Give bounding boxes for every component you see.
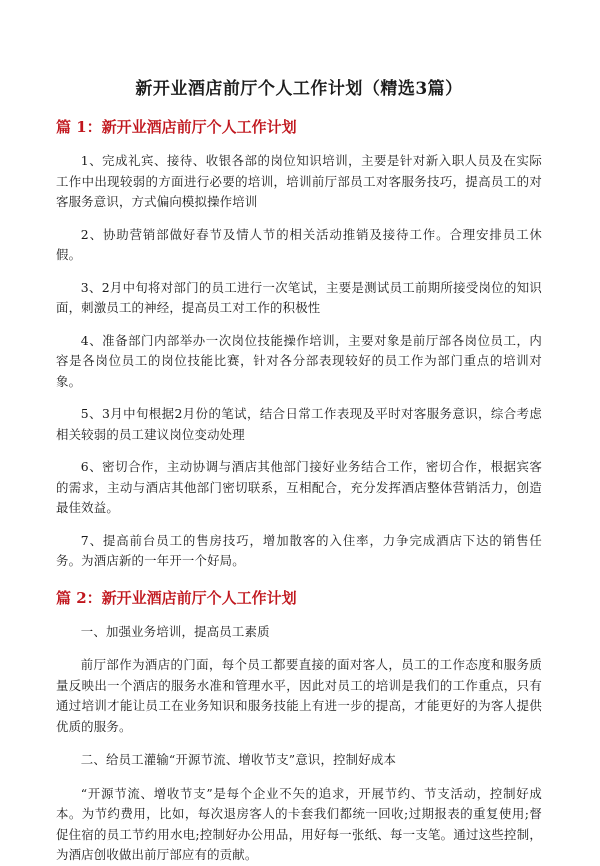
section-1-paragraph-3: 3、2月中旬将对部门的员工进行一次笔试，主要是测试员工前期所接受岗位的知识面，刺激员工的神经，提高员工对工作的积极性 — [56, 279, 542, 315]
section-1-heading: 篇 1：新开业酒店前厅个人工作计划 — [56, 118, 297, 136]
section-2-heading: 篇 2：新开业酒店前厅个人工作计划 — [56, 588, 297, 607]
section-2-subheading-2: 二、给员工灌输“开源节流、增收节支”意识，控制好成本 — [80, 752, 397, 767]
section-1-paragraph-2: 2、协助营销部做好春节及情人节的相关活动推销及接待工作。合理安排员工休假。 — [56, 226, 542, 262]
section-2-subheading-1: 一、加强业务培训，提高员工素质 — [80, 623, 270, 639]
section-1-paragraph-5: 5、3月中旬根据2月份的笔试，结合日常工作表现及平时对客服务意识，综合考虑相关较弱的员工建议岗位变动处理 — [56, 406, 542, 442]
section-1-paragraph-6: 6、密切合作，主动协调与酒店其他部门接好业务结合工作，密切合作，根据宾客的需求，主动与酒店其他部门密切联系，互相配合，充分发挥酒店整体营销活力，创造最佳效益。 — [56, 459, 542, 515]
section-1-paragraph-7: 7、提高前台员工的售房技巧，增加散客的入住率，力争完成酒店下达的销售任务。为酒店新的一年开一个好局。 — [56, 532, 542, 568]
section-2-paragraph-2: “开源节流、增收节支”是每个企业不矢的追求，开展节约、节支活动，控制好成本。为节约费用，比如，每次退房客人的卡套我们都统一回收;过期报表的重复使用;督促住宿的员工节约用水电;控制好办公用品，用好每一张纸、每一支笔。通过这些控制，为酒店创收做出前厅部应有的贡献。 — [56, 785, 542, 862]
section-1-paragraph-1: 1、完成礼宾、接待、收银各部的岗位知识培训，主要是针对新入职人员及在实际工作中出现较弱的方面进行必要的培训，培训前厅部员工对客服务技巧，提高员工的对客服务意识，方式偏向模拟操作培训 — [56, 153, 542, 209]
section-1-paragraph-4: 4、准备部门内部举办一次岗位技能操作培训，主要对象是前厅部各岗位员工，内容是各岗位员工的岗位技能比赛，针对各分部表现较好的员工作为部门重点的培训对象。 — [56, 332, 542, 389]
document-title: 新开业酒店前厅个人工作计划（精选3篇） — [135, 79, 463, 99]
section-2-paragraph-1: 前厅部作为酒店的门面，每个员工都要直接的面对客人，员工的工作态度和服务质量反映出一个酒店的服务水准和管理水平，因此对员工的培训是我们的工作重点，只有通过培训才能让员工在业务知识和服务技能上有进一步的提高，才能更好的为客人提供优质的服务。 — [56, 657, 542, 734]
